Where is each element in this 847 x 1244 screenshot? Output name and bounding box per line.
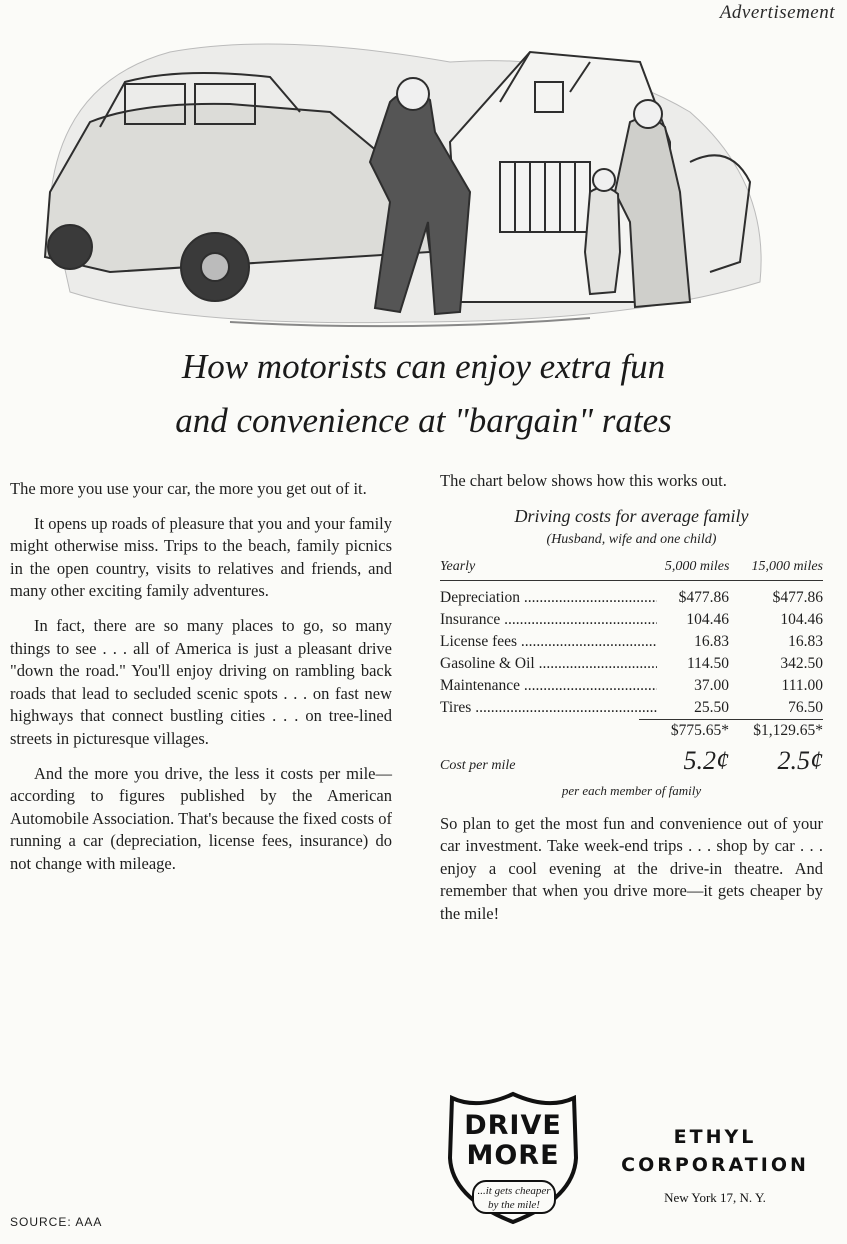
cost-table-body bbox=[440, 587, 823, 802]
cost-table-title: Driving costs for average family bbox=[514, 505, 749, 526]
company-signature bbox=[600, 1126, 830, 1206]
illustration-scene bbox=[45, 44, 761, 326]
row-value-5000: 37.00 bbox=[694, 677, 729, 695]
row-value-15000: 76.50 bbox=[788, 699, 823, 717]
row-label: Gasoline & Oil ..... bbox=[440, 653, 657, 675]
row-value-15000: 111.00 bbox=[781, 677, 823, 695]
logo-tagline bbox=[472, 1180, 556, 1214]
row-value-15000: 104.46 bbox=[780, 611, 823, 629]
row-value-15000: 342.50 bbox=[780, 655, 823, 673]
cost-per-mile-note: per each member of family bbox=[561, 782, 702, 798]
cost-per-mile-15000: 2.5¢ bbox=[777, 746, 823, 776]
cost-table-header bbox=[440, 556, 823, 582]
row-label: Maintenance ..... bbox=[440, 675, 657, 697]
col-15000-miles: 15,000 miles bbox=[751, 558, 823, 574]
table-row bbox=[440, 609, 823, 631]
family-car-illustration bbox=[30, 22, 790, 340]
right-intro: The chart below shows how this works out. bbox=[440, 471, 727, 490]
row-value-5000: $477.86 bbox=[678, 589, 729, 607]
logo-line-drive: DRIVE bbox=[464, 1110, 562, 1141]
left-paragraph-4: And the more you drive, the less it costs per mile—according to figures published by the American Automobile Association. That's because the fixed costs of running a car (depreciation, license fees, insurance) do not change with mileage. bbox=[10, 763, 392, 873]
total-5000: $775.65* bbox=[639, 719, 739, 742]
company-city: New York 17, N. Y. bbox=[664, 1190, 766, 1205]
row-label: Depreciation ..... bbox=[440, 587, 657, 609]
left-paragraph-1: The more you use your car, the more you get out of it. bbox=[10, 479, 367, 498]
headline bbox=[0, 340, 847, 448]
left-paragraph-2: It opens up roads of pleasure that you and your family might otherwise miss. Trips to the beach, family picnics in the open country, visits to relatives and friends, and many other exciting family adventures. bbox=[10, 513, 392, 601]
row-value-15000: $477.86 bbox=[772, 589, 823, 607]
table-row bbox=[440, 631, 823, 653]
table-row bbox=[440, 587, 823, 609]
logo-tagline-2: by the mile! bbox=[488, 1199, 540, 1211]
right-closing-paragraph: So plan to get the most fun and convenience out of your car investment. Take week-end trips . . . shop by car . . . enjoy a cool evening at the drive-in theatre. And remember that when you drive more—it gets cheaper by the mile! bbox=[440, 813, 823, 923]
company-name-2: CORPORATION bbox=[621, 1154, 809, 1176]
row-value-5000: 104.46 bbox=[686, 611, 729, 629]
cost-per-mile-5000: 5.2¢ bbox=[683, 746, 729, 776]
logo-line-more: MORE bbox=[466, 1140, 560, 1171]
left-column bbox=[10, 478, 392, 888]
cost-per-mile-label: Cost per mile bbox=[440, 758, 516, 774]
row-value-15000: 16.83 bbox=[788, 633, 823, 651]
col-5000-miles: 5,000 miles bbox=[664, 558, 730, 574]
source-note: SOURCE: AAA bbox=[10, 1215, 103, 1229]
headline-line-1: How motorists can enjoy extra fun bbox=[181, 347, 666, 386]
total-15000: $1,129.65* bbox=[739, 719, 823, 742]
col-yearly: Yearly bbox=[440, 558, 476, 574]
row-label: Insurance ..... bbox=[440, 609, 657, 631]
row-label: Tires ..... bbox=[440, 697, 657, 719]
headline-line-2: and convenience at "bargain" rates bbox=[175, 401, 672, 440]
row-value-5000: 16.83 bbox=[694, 633, 729, 651]
row-value-5000: 25.50 bbox=[694, 699, 729, 717]
cost-per-mile-row bbox=[440, 746, 823, 778]
table-total-row bbox=[440, 719, 823, 742]
table-row bbox=[440, 675, 823, 697]
left-paragraph-3: In fact, there are so many places to go, so many things to see . . . all of America is just a pleasant drive "down the road." You'll enjoy driving on rambling back roads that lead to secluded scenic spots . . . on fast new highways that connect bustling cities . . . on tree-lined streets in picturesque villages. bbox=[10, 615, 392, 748]
right-column bbox=[440, 470, 823, 938]
company-name-1: ETHYL bbox=[673, 1126, 757, 1148]
logo-tagline-1: ...it gets cheaper bbox=[477, 1185, 551, 1197]
drive-more-logo bbox=[438, 1088, 588, 1226]
table-row bbox=[440, 697, 823, 719]
advertisement-label: Advertisement bbox=[719, 2, 835, 23]
row-label: License fees ..... bbox=[440, 631, 657, 653]
row-value-5000: 114.50 bbox=[686, 655, 729, 673]
cost-table-subtitle: (Husband, wife and one child) bbox=[546, 532, 717, 548]
child-figure bbox=[585, 187, 620, 294]
table-row bbox=[440, 653, 823, 675]
